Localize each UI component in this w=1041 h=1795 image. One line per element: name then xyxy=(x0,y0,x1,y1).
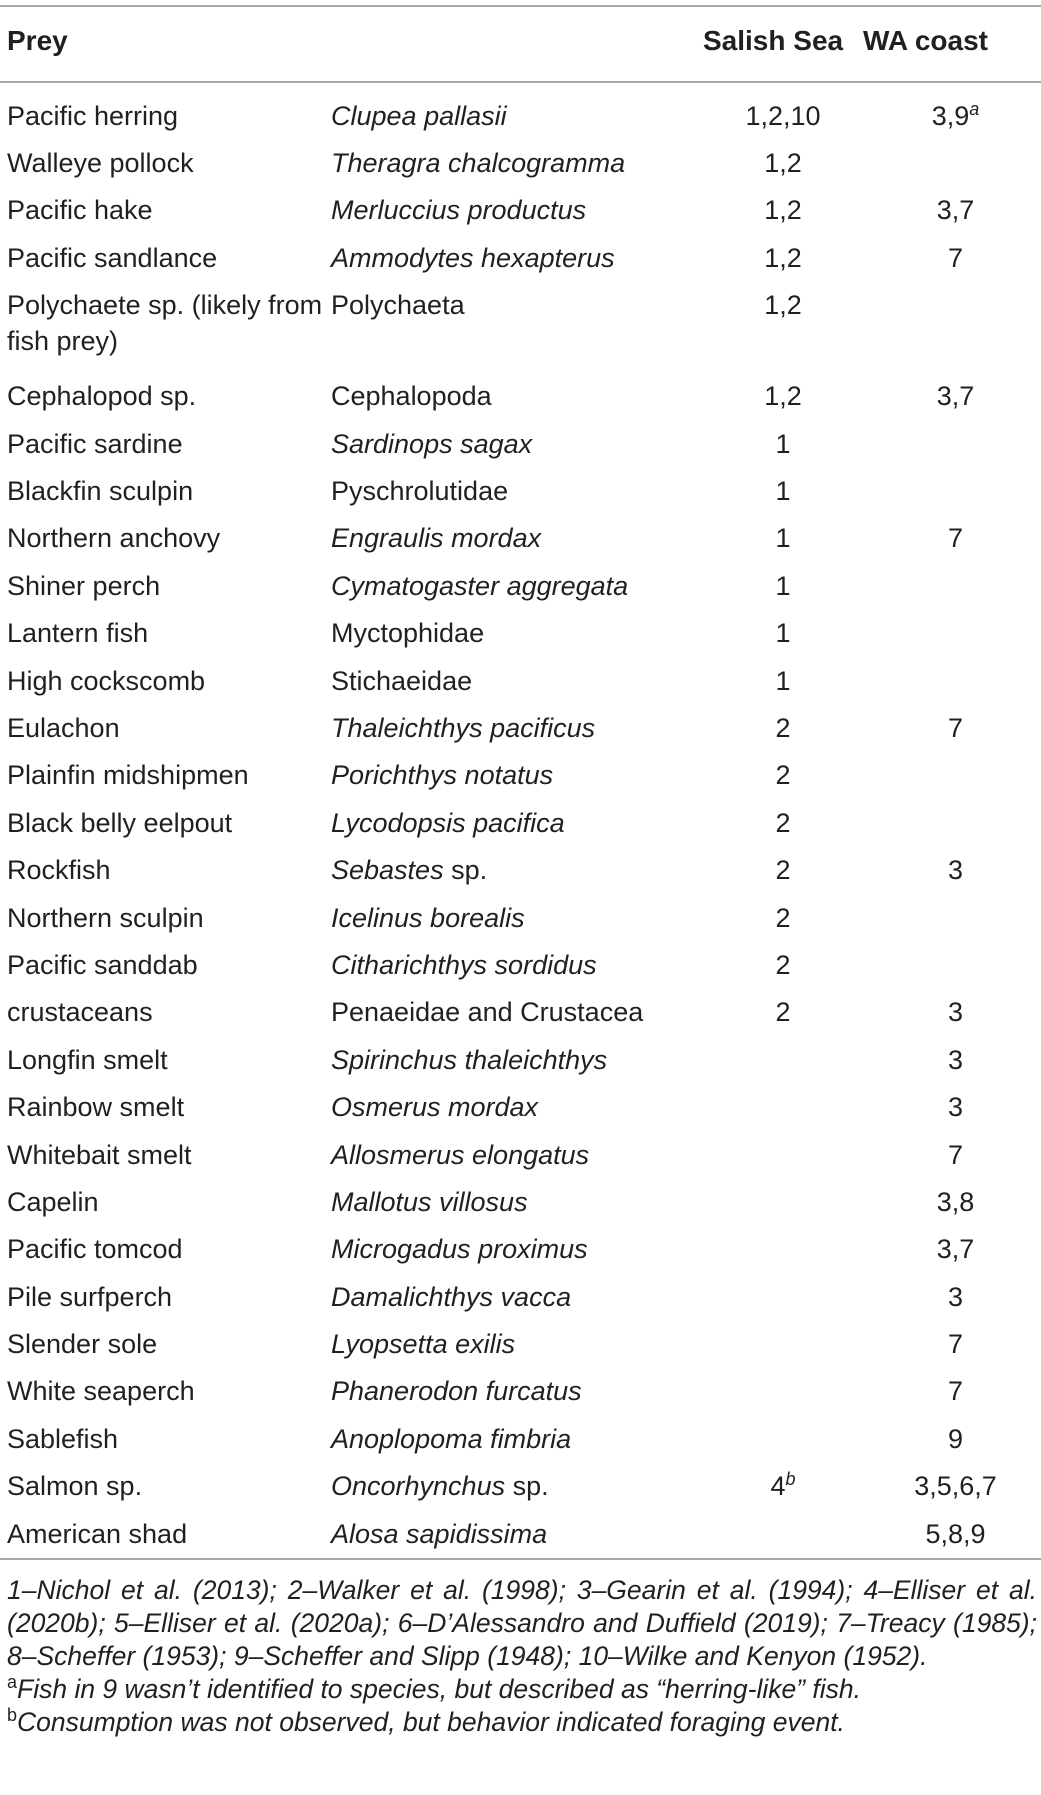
cell-salish-sea xyxy=(703,1131,863,1178)
cell-scientific-name xyxy=(331,846,703,893)
wa-coast-refs: 3 xyxy=(947,1281,964,1312)
cell-common-name: Eulachon xyxy=(7,712,120,743)
footnote-b xyxy=(7,1706,1037,1739)
cell-wa-coast xyxy=(863,1131,1041,1178)
cell-wa-coast xyxy=(863,1463,1041,1510)
cell-scientific-name xyxy=(331,657,703,704)
cell-salish-sea xyxy=(703,610,863,657)
scientific-name-text: Penaeidae and Crustacea xyxy=(331,997,644,1028)
cell-salish-sea xyxy=(703,1368,863,1415)
cell-scientific-name xyxy=(331,515,703,562)
cell-scientific-name xyxy=(331,1131,703,1178)
salish-sea-footnote-mark: b xyxy=(785,1469,796,1490)
cell-common-name: Cephalopod sp. xyxy=(7,381,197,412)
table-row xyxy=(0,1320,1041,1367)
cell-scientific-name xyxy=(331,704,703,751)
cell-salish-sea xyxy=(703,989,863,1036)
scientific-name-text: Myctophidae xyxy=(331,618,485,649)
cell-common-name: Whitebait smelt xyxy=(7,1139,192,1170)
references: 1–Nichol et al. (2013); 2–Walker et al. (1998); 3–Gearin et al. (1994); 4–Elliser et al. (2020b); 5–Elliser et al. (2020a); 6–D’Alessandro and Duffield (2019); 7–Treacy (1985); 8–Scheffer (1953); 9–Scheffer and Slipp (1948); 10–Wilke and Kenyon (1952). xyxy=(7,1575,1037,1671)
header-scientific xyxy=(331,0,703,82)
cell-scientific-name xyxy=(331,610,703,657)
table-row xyxy=(0,894,1041,941)
cell-salish-sea xyxy=(703,515,863,562)
scientific-name-text: Polychaeta xyxy=(331,289,465,320)
cell-scientific-name xyxy=(331,1226,703,1273)
table-row xyxy=(0,846,1041,893)
table-row xyxy=(0,1036,1041,1083)
cell-common-name: Plainfin midshipmen xyxy=(7,760,249,791)
cell-common-name: Pacific sardine xyxy=(7,428,183,459)
salish-sea-refs: 1,2 xyxy=(764,289,802,320)
scientific-name-text: Stichaeidae xyxy=(331,665,473,696)
salish-sea-refs: 1 xyxy=(775,523,791,554)
cell-scientific-name xyxy=(331,1368,703,1415)
table-row xyxy=(0,989,1041,1036)
cell-wa-coast xyxy=(863,515,1041,562)
scientific-name-text: Alosa sapidissima xyxy=(331,1518,548,1549)
cell-wa-coast xyxy=(863,139,1041,186)
table-row xyxy=(0,515,1041,562)
scientific-name-text: Cymatogaster aggregata xyxy=(331,570,629,601)
scientific-name-text: Pyschrolutidae xyxy=(331,476,509,507)
cell-scientific-name xyxy=(331,752,703,799)
table-row xyxy=(0,657,1041,704)
table-row xyxy=(0,704,1041,751)
cell-scientific-name xyxy=(331,1083,703,1130)
cell-salish-sea xyxy=(703,187,863,234)
cell-common-name: Polychaete sp. (likely from fish prey) xyxy=(7,289,323,356)
cell-wa-coast xyxy=(863,1510,1041,1557)
header-salish-sea: Salish Sea xyxy=(703,25,844,56)
cell-scientific-name xyxy=(331,1415,703,1462)
cell-salish-sea xyxy=(703,467,863,514)
scientific-name-text: Merluccius productus xyxy=(331,195,587,226)
scientific-name-text: Oncorhynchus xyxy=(331,1471,506,1502)
cell-salish-sea xyxy=(703,562,863,609)
table-row xyxy=(0,752,1041,799)
cell-common-name: White seaperch xyxy=(7,1376,195,1407)
table-row xyxy=(0,82,1041,139)
cell-wa-coast xyxy=(863,420,1041,467)
cell-wa-coast xyxy=(863,1273,1041,1320)
wa-coast-refs: 3 xyxy=(947,1044,964,1075)
scientific-name-text: Osmerus mordax xyxy=(331,1092,539,1123)
cell-wa-coast xyxy=(863,610,1041,657)
cell-scientific-name xyxy=(331,467,703,514)
footnote-a xyxy=(7,1673,1037,1706)
scientific-name-text: Microgadus proximus xyxy=(331,1234,588,1265)
scientific-name-text: Ammodytes hexapterus xyxy=(331,242,615,273)
cell-common-name: crustaceans xyxy=(7,997,153,1028)
scientific-name-text: Icelinus borealis xyxy=(331,902,525,933)
table-row xyxy=(0,282,1041,373)
cell-salish-sea xyxy=(703,1036,863,1083)
cell-wa-coast xyxy=(863,1415,1041,1462)
cell-scientific-name xyxy=(331,282,703,373)
cell-wa-coast xyxy=(863,657,1041,704)
salish-sea-refs: 2 xyxy=(775,807,791,838)
salish-sea-refs: 1 xyxy=(775,428,791,459)
cell-scientific-name xyxy=(331,1273,703,1320)
cell-salish-sea xyxy=(703,1320,863,1367)
cell-salish-sea xyxy=(703,234,863,281)
table-row xyxy=(0,420,1041,467)
salish-sea-refs: 1,2 xyxy=(764,381,802,412)
cell-salish-sea xyxy=(703,282,863,373)
cell-wa-coast xyxy=(863,704,1041,751)
table-row xyxy=(0,139,1041,186)
cell-scientific-name xyxy=(331,420,703,467)
cell-salish-sea xyxy=(703,1083,863,1130)
scientific-name-text: Thaleichthys pacificus xyxy=(331,712,596,743)
scientific-name-text: Engraulis mordax xyxy=(331,523,542,554)
wa-coast-refs: 3 xyxy=(947,1092,964,1123)
cell-wa-coast xyxy=(863,373,1041,420)
scientific-name-text: Lycodopsis pacifica xyxy=(331,807,565,838)
cell-scientific-name xyxy=(331,139,703,186)
table-row xyxy=(0,1368,1041,1415)
cell-common-name: Rainbow smelt xyxy=(7,1092,185,1123)
scientific-name-text: Porichthys notatus xyxy=(331,760,554,791)
cell-common-name: Pacific tomcod xyxy=(7,1234,183,1265)
wa-coast-refs: 3,7 xyxy=(936,1234,975,1265)
cell-wa-coast xyxy=(863,894,1041,941)
scientific-name-text: Cephalopoda xyxy=(331,381,492,412)
scientific-name-text: Lyopsetta exilis xyxy=(331,1329,516,1360)
cell-salish-sea xyxy=(703,704,863,751)
wa-coast-refs: 7 xyxy=(947,712,964,743)
wa-coast-refs: 3,7 xyxy=(936,381,975,412)
cell-wa-coast xyxy=(863,1036,1041,1083)
table-row xyxy=(0,1131,1041,1178)
salish-sea-refs: 1 xyxy=(775,665,791,696)
cell-scientific-name xyxy=(331,1320,703,1367)
table-row xyxy=(0,1178,1041,1225)
scientific-name-text: Spirinchus thaleichthys xyxy=(331,1044,608,1075)
wa-coast-refs: 9 xyxy=(947,1423,964,1454)
cell-common-name: Pacific sandlance xyxy=(7,242,218,273)
footnote-a-text: Fish in 9 wasn’t identified to species, but described as “herring-like” fish. xyxy=(17,1674,861,1704)
wa-coast-footnote-mark: a xyxy=(969,98,980,119)
cell-common-name: Capelin xyxy=(7,1186,99,1217)
table-row xyxy=(0,1273,1041,1320)
cell-common-name: Salmon sp. xyxy=(7,1471,143,1502)
salish-sea-refs: 1 xyxy=(775,476,791,507)
table-body xyxy=(0,82,1041,1557)
salish-sea-refs: 1 xyxy=(775,570,791,601)
table-row xyxy=(0,1083,1041,1130)
cell-scientific-name xyxy=(331,82,703,139)
cell-wa-coast xyxy=(863,941,1041,988)
header-row xyxy=(0,0,1041,82)
scientific-name-suffix: sp. xyxy=(443,855,488,886)
table-row xyxy=(0,1463,1041,1510)
wa-coast-refs: 7 xyxy=(947,1329,964,1360)
cell-common-name: Pile surfperch xyxy=(7,1281,173,1312)
scientific-name-text: Damalichthys vacca xyxy=(331,1281,572,1312)
cell-wa-coast xyxy=(863,1083,1041,1130)
cell-common-name: Pacific sanddab xyxy=(7,949,198,980)
cell-wa-coast xyxy=(863,1226,1041,1273)
cell-wa-coast xyxy=(863,752,1041,799)
footnote-a-mark: a xyxy=(7,1672,18,1693)
scientific-name-text: Citharichthys sordidus xyxy=(331,949,597,980)
salish-sea-refs: 1,2,10 xyxy=(745,100,821,131)
cell-scientific-name xyxy=(331,799,703,846)
cell-salish-sea xyxy=(703,420,863,467)
salish-sea-refs: 1,2 xyxy=(764,195,802,226)
table-row xyxy=(0,234,1041,281)
cell-salish-sea xyxy=(703,941,863,988)
wa-coast-refs: 3,5,6,7 xyxy=(914,1471,997,1502)
cell-common-name: Sablefish xyxy=(7,1423,119,1454)
cell-common-name: Northern sculpin xyxy=(7,902,204,933)
table-row xyxy=(0,373,1041,420)
cell-wa-coast xyxy=(863,989,1041,1036)
wa-coast-refs: 7 xyxy=(947,242,964,273)
cell-wa-coast xyxy=(863,234,1041,281)
cell-wa-coast xyxy=(863,562,1041,609)
cell-salish-sea xyxy=(703,1178,863,1225)
scientific-name-text: Sebastes xyxy=(331,855,444,886)
cell-scientific-name xyxy=(331,1510,703,1557)
cell-salish-sea xyxy=(703,1510,863,1557)
cell-scientific-name xyxy=(331,562,703,609)
footnote-b-text: Consumption was not observed, but behavior indicated foraging event. xyxy=(17,1707,845,1737)
cell-salish-sea xyxy=(703,82,863,139)
cell-wa-coast xyxy=(863,82,1041,139)
cell-scientific-name xyxy=(331,234,703,281)
cell-common-name: Pacific herring xyxy=(7,100,179,131)
cell-common-name: Northern anchovy xyxy=(7,523,221,554)
table-row xyxy=(0,467,1041,514)
scientific-name-text: Theragra chalcogramma xyxy=(331,148,626,179)
cell-common-name: Rockfish xyxy=(7,855,111,886)
cell-wa-coast xyxy=(863,846,1041,893)
cell-scientific-name xyxy=(331,1178,703,1225)
scientific-name-suffix: sp. xyxy=(505,1471,549,1502)
cell-common-name: Slender sole xyxy=(7,1329,158,1360)
cell-salish-sea xyxy=(703,373,863,420)
cell-wa-coast xyxy=(863,282,1041,373)
scientific-name-text: Anoplopoma fimbria xyxy=(331,1423,572,1454)
cell-wa-coast xyxy=(863,187,1041,234)
cell-common-name: Shiner perch xyxy=(7,570,161,601)
wa-coast-refs: 3,9 xyxy=(931,100,970,131)
cell-scientific-name xyxy=(331,894,703,941)
table-row xyxy=(0,562,1041,609)
table-row xyxy=(0,610,1041,657)
wa-coast-refs: 3,7 xyxy=(936,195,975,226)
cell-common-name: Longfin smelt xyxy=(7,1044,168,1075)
cell-salish-sea xyxy=(703,139,863,186)
scientific-name-text: Mallotus villosus xyxy=(331,1186,528,1217)
footnote-b-mark: b xyxy=(7,1705,18,1726)
cell-salish-sea xyxy=(703,752,863,799)
table-bottom-rule xyxy=(0,1558,1041,1560)
cell-salish-sea xyxy=(703,1415,863,1462)
cell-common-name: Pacific hake xyxy=(7,195,153,226)
salish-sea-refs: 2 xyxy=(775,997,791,1028)
table-row xyxy=(0,941,1041,988)
scientific-name-text: Phanerodon furcatus xyxy=(331,1376,582,1407)
cell-wa-coast xyxy=(863,799,1041,846)
salish-sea-refs: 2 xyxy=(775,855,791,886)
salish-sea-refs: 4 xyxy=(770,1471,786,1502)
cell-salish-sea xyxy=(703,1463,863,1510)
cell-salish-sea xyxy=(703,894,863,941)
table-row xyxy=(0,1510,1041,1557)
cell-salish-sea xyxy=(703,1273,863,1320)
wa-coast-refs: 3,8 xyxy=(936,1186,975,1217)
wa-coast-refs: 7 xyxy=(947,1139,964,1170)
scientific-name-text: Sardinops sagax xyxy=(331,428,533,459)
cell-scientific-name xyxy=(331,1036,703,1083)
cell-common-name: High cockscomb xyxy=(7,665,206,696)
cell-scientific-name xyxy=(331,187,703,234)
cell-scientific-name xyxy=(331,941,703,988)
wa-coast-refs: 7 xyxy=(947,1376,964,1407)
scientific-name-text: Clupea pallasii xyxy=(331,100,507,131)
cell-common-name: American shad xyxy=(7,1518,188,1549)
cell-salish-sea xyxy=(703,799,863,846)
salish-sea-refs: 2 xyxy=(775,949,791,980)
cell-wa-coast xyxy=(863,1178,1041,1225)
cell-scientific-name xyxy=(331,373,703,420)
salish-sea-refs: 2 xyxy=(775,760,791,791)
cell-common-name: Blackfin sculpin xyxy=(7,476,194,507)
cell-wa-coast xyxy=(863,1320,1041,1367)
cell-common-name: Walleye pollock xyxy=(7,148,194,179)
salish-sea-refs: 2 xyxy=(775,712,791,743)
cell-wa-coast xyxy=(863,467,1041,514)
salish-sea-refs: 1 xyxy=(775,618,791,649)
table-row xyxy=(0,187,1041,234)
wa-coast-refs: 3 xyxy=(947,997,964,1028)
header-prey: Prey xyxy=(7,25,68,56)
salish-sea-refs: 1,2 xyxy=(764,242,802,273)
cell-scientific-name xyxy=(331,1463,703,1510)
scientific-name-text: Allosmerus elongatus xyxy=(331,1139,590,1170)
cell-common-name: Black belly eelpout xyxy=(7,807,233,838)
header-wa-coast: WA coast xyxy=(863,25,988,56)
cell-scientific-name xyxy=(331,989,703,1036)
salish-sea-refs: 2 xyxy=(775,902,791,933)
wa-coast-refs: 3 xyxy=(947,855,964,886)
cell-common-name: Lantern fish xyxy=(7,618,149,649)
cell-salish-sea xyxy=(703,1226,863,1273)
cell-salish-sea xyxy=(703,846,863,893)
table-row xyxy=(0,1415,1041,1462)
table-notes xyxy=(7,1574,1037,1739)
table-row xyxy=(0,799,1041,846)
table-row xyxy=(0,1226,1041,1273)
cell-wa-coast xyxy=(863,1368,1041,1415)
wa-coast-refs: 5,8,9 xyxy=(925,1518,986,1549)
salish-sea-refs: 1,2 xyxy=(764,148,802,179)
cell-salish-sea xyxy=(703,657,863,704)
wa-coast-refs: 7 xyxy=(947,523,964,554)
